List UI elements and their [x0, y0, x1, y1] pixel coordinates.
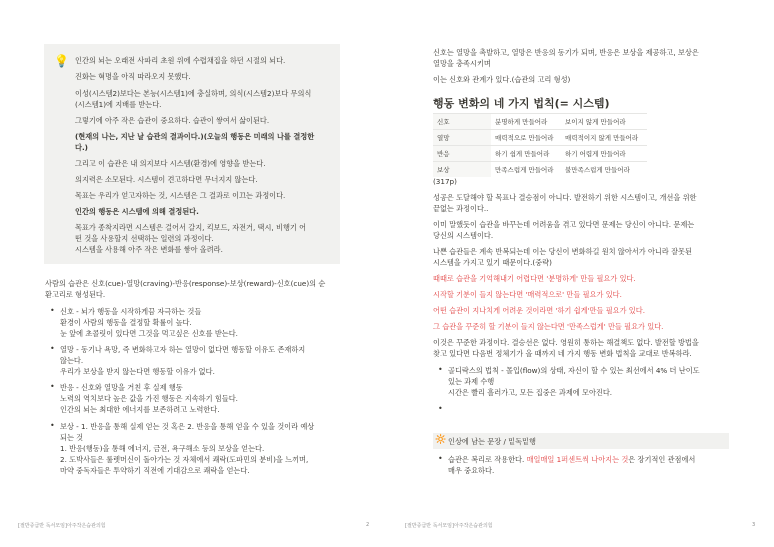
table-row [433, 146, 647, 162]
bullet-dot: • [50, 382, 55, 391]
bullet-dot: • [438, 365, 443, 374]
bullet-line: 눈 앞에 초콜릿이 있다면 그것을 먹고싶은 신호를 받는다. [60, 329, 238, 338]
habit-law-table [433, 113, 647, 177]
bullet-line: 보상 - 1. 반응을 통해 실제 얻는 것 혹은 2. 반응을 통해 얻을 수 있을 것이라 예상 [60, 422, 315, 431]
page-number: 3 [752, 522, 756, 528]
table-cell: 하기 쉽게 만들어라 [491, 146, 561, 162]
bullet-line: 반응 - 신호와 열망을 거친 후 실제 행동 [60, 383, 183, 392]
top-line: 이는 신호와 관계가 있다.(습관의 고리 형성) [433, 75, 571, 84]
callout-line: 시스템을 사용해 아주 작은 변화를 쌓아 올려라. [75, 245, 223, 254]
paragraph-line: 나쁜 습관들은 계속 반복되는데 이는 당신이 변화하길 원치 않아서가 아니라 잘못된 [433, 247, 692, 256]
bullet-dot: • [50, 344, 55, 353]
callout-line: 진화는 혁명을 아직 따라오지 못했다. [75, 72, 191, 81]
page-ref: (317p) [433, 177, 457, 186]
table-row [433, 114, 647, 130]
table-cell: 매력적으로 만들어라 [491, 130, 561, 146]
callout-line: (현재의 나는, 지난 날 습관의 결과이다.)(오늘의 행동은 미래의 나를 결정한 [75, 132, 315, 141]
sun-icon: 🔆 [435, 435, 447, 445]
red-line: 시작할 기분이 들지 않는다면 '매력적으로' 만들 필요가 있다. [433, 290, 622, 299]
callout-line: 그렇기에 아주 작은 습관이 중요하다. 습관이 쌓여서 삶이된다. [75, 116, 270, 125]
bullet-line: 매우 중요하다. [448, 466, 495, 475]
table-cell: 반응 [433, 146, 491, 162]
table-cell: 신호 [433, 114, 491, 130]
callout-line: 인간의 뇌는 오래전 사파리 초원 위에 수렵채집을 하던 시절의 뇌다. [75, 56, 286, 65]
callout-line: (시스템1)에 지배를 받는다. [75, 100, 162, 109]
red-line: 때때로 습관을 기억해내기 어렵다면 '분명하게' 만들 필요가 있다. [433, 274, 636, 283]
red-line: 어떤 습관이 지나치게 어려운 것이라면 '하기 쉽게'만들 필요가 있다. [433, 306, 645, 315]
paragraph-line: 당신의 시스템이다. [433, 231, 494, 240]
section-heading: 행동 변화의 네 가지 법칙(= 시스템) [433, 97, 610, 110]
paragraph-line: 시스템을 가지고 있기 때문이다.(중략) [433, 258, 552, 267]
bullet-text: 습관은 복리로 작용한다. [448, 455, 527, 464]
bullet-line [448, 454, 695, 465]
paragraph-line: 이미 말했듯이 습관을 바꾸는데 어려움을 겪고 있다면 문제는 당신이 아니다. 문제는 [433, 220, 695, 229]
bullet-line: 환경이 사람의 행동을 결정할 확률이 높다. [60, 318, 192, 327]
paragraph-line: 찾고 있다면 다음번 정체기가 올 때까지 네 가지 행동 변화 법칙을 교대로 반복하라. [433, 349, 692, 358]
page-footer: [절반증급반 독서모임]아주작은습관의힘 [18, 523, 106, 529]
bullet-line: 있는 과제 수행 [448, 377, 495, 386]
intro-line: 사람의 습관은 신호(cue)-열망(craving)-반응(response)-보상(reward)-신호(cue)의 순 [45, 279, 326, 288]
paragraph-line: 성공은 도달해야 할 목표나 결승점이 아니다. 발전하기 위한 시스템이고, 개선을 위한 [433, 193, 697, 202]
paragraph-line: 끝없는 과정이다.. [433, 204, 489, 213]
red-line: 그 습관을 꾸준히 할 기분이 들지 않는다면 '만족스럽게' 만들 필요가 있다. [433, 322, 664, 331]
table-cell: 만족스럽게 만들어라 [491, 162, 561, 178]
callout-line: 의지력은 소모된다. 시스템이 견고하다면 무너지지 않는다. [75, 175, 258, 184]
intro-line: 환고리로 형성된다. [45, 290, 106, 299]
bullet-line: 인간의 뇌는 최대한 에너지를 보존하려고 노력한다. [60, 405, 220, 414]
bullet-line: 마약 중독자들은 투약하기 직전에 기대감으로 쾌락을 얻는다. [60, 466, 250, 475]
callout-line: 목표가 종착지라면 시스템은 걸어서 갈지, 킥보드, 자전거, 택시, 비행기 어 [75, 223, 307, 232]
bullet-dot: • [438, 454, 443, 463]
top-line: 열망을 충족시키며 [433, 59, 491, 68]
bullet-line: 2. 도박사들은 룰렛머신이 돌아가는 것 자체에서 쾌락(도파민의 분비)을 느끼며, [60, 455, 309, 464]
lightbulb-icon: 💡 [54, 54, 69, 68]
bullet-line: 골디락스의 법칙 - 몰입(flow)의 상태, 자신이 할 수 있는 최선에서 4% 더 난이도 [448, 366, 700, 375]
table-cell: 불만족스럽게 만들어라 [561, 162, 647, 178]
page-footer: [절반증급반 독서모임]아주작은습관의힘 [405, 523, 493, 529]
callout-line: 이성(시스템2)보다는 본능(시스템1)에 충실하며, 의식(시스템2)보다 무의식 [75, 89, 312, 98]
table-cell: 보상 [433, 162, 491, 178]
bullet-line: 신호 - 뇌가 행동을 시작하게끔 자극하는 것들 [60, 307, 202, 316]
bullet-text: 은 장기적인 관점에서 [628, 455, 696, 464]
callout-line: 인간의 행동은 시스템에 의해 결정된다. [75, 207, 199, 216]
table-row [433, 162, 647, 178]
table-row [433, 130, 647, 146]
bullet-line: 열망 - 동기나 욕망, 즉 변화하고자 하는 열망이 없다면 행동할 이유도 존재하지 [60, 345, 306, 354]
table-cell: 분명하게 만들어라 [491, 114, 561, 130]
bullet-dot: • [438, 404, 443, 413]
bullet-dot: • [50, 421, 55, 430]
bullet-line: 않는다. [60, 356, 84, 365]
bullet-dot: • [50, 306, 55, 315]
table-cell: 열망 [433, 130, 491, 146]
paragraph-line: 이것은 꾸준한 과정이다. 결승선은 없다. 영원히 통하는 해결책도 없다. 발전할 방법을 [433, 338, 699, 347]
bullet-line: 되는 것 [60, 433, 84, 442]
bullet-line: 시간은 빨리 흘러가고, 모든 집중은 과제에 모아진다. [448, 388, 613, 397]
page-number: 2 [366, 522, 370, 528]
callout-line: 그리고 이 습관은 내 의지보다 시스템(환경)에 영향을 받는다. [75, 159, 266, 168]
highlight-text: 매일매일 1퍼센트씩 나아지는 것 [526, 455, 629, 464]
table-cell: 매력적이지 않게 만들어라 [561, 130, 647, 146]
callout-line: 떤 것을 사용할지 선택하는 일련의 과정이다. [75, 234, 214, 243]
callout-line: 목표는 우리가 얻고자하는 것, 시스템은 그 결과로 이끄는 과정이다. [75, 191, 286, 200]
bullet-line: 1. 반응(행동)을 통해 에너지, 금전, 욕구해소 등의 보상을 얻는다. [60, 444, 265, 453]
bullet-line: 노력의 역치보다 높은 값을 가진 행동은 지속하기 힘들다. [60, 394, 238, 403]
top-line: 신호는 열망을 촉발하고, 열망은 반응의 동기가 되며, 반응은 보상을 제공하고, 보상은 [433, 48, 699, 57]
table-cell: 하기 어렵게 만들어라 [561, 146, 647, 162]
callout-line: 다.) [75, 143, 88, 152]
table-cell: 보이지 않게 만들어라 [561, 114, 647, 130]
quote-text: 인상에 남는 문장 / 밑독밑행 [448, 437, 536, 446]
bullet-line: 우리가 보상을 받지 않는다면 행동할 이유가 없다. [60, 367, 215, 376]
